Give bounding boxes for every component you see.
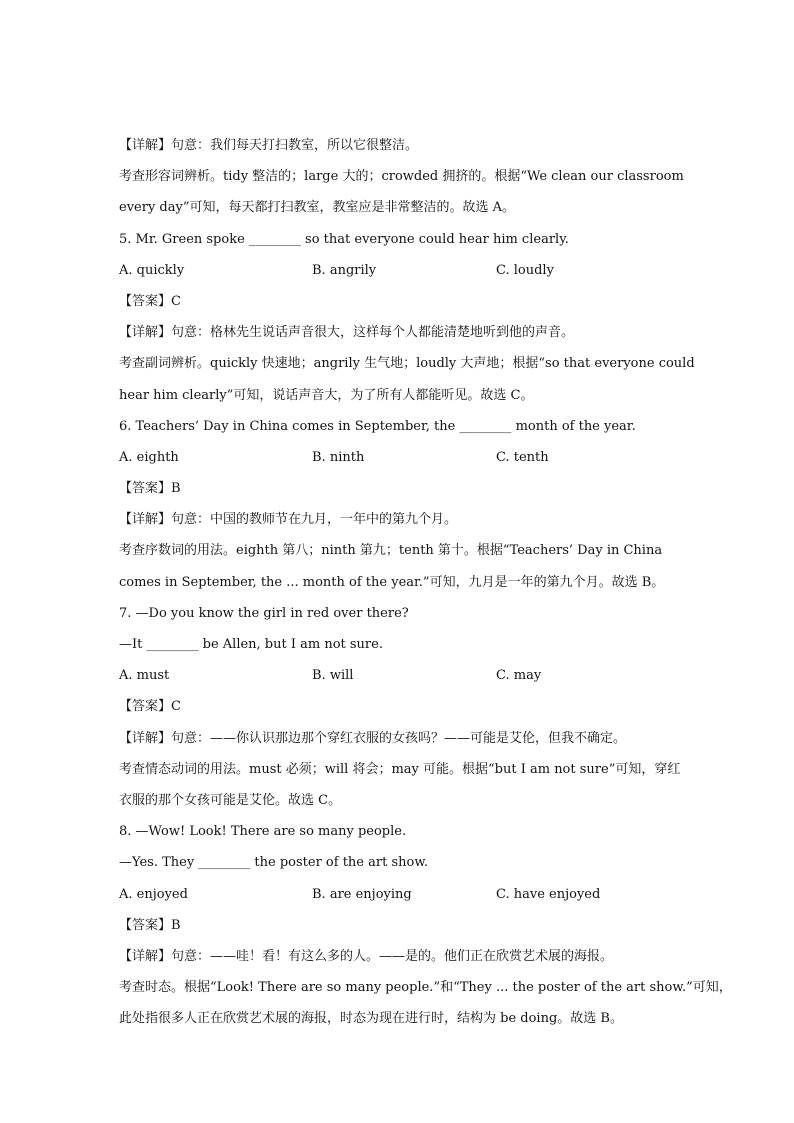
question-5: 5. Mr. Green spoke ________ so that everyone could hear him clearly. xyxy=(119,231,569,247)
question-7: 7. —Do you know the girl in red over there? xyxy=(119,605,409,621)
answer-line: 【答案】C xyxy=(119,293,181,309)
option-b: B. will xyxy=(312,668,354,684)
option-a: A. must xyxy=(119,668,170,684)
analysis-line: every day”可知，每天都打扫教室，教室应是非常整洁的。故选 A。 xyxy=(119,200,516,216)
option-c: C. loudly xyxy=(496,262,554,278)
question-7-dialogue: —It ________ be Allen, but I am not sure. xyxy=(119,637,383,652)
explanation-line: 【详解】句意：——你认识那边那个穿红衣服的女孩吗？——可能是艾伦，但我不确定。 xyxy=(119,730,627,746)
option-b: B. angrily xyxy=(312,262,377,278)
question-5-options xyxy=(119,255,679,286)
analysis-line: 考查情态动词的用法。must 必须；will 将会；may 可能。根据“but I am not sure”可知，穿红 xyxy=(119,761,681,777)
explanation-line: 【详解】句意：我们每天打扫教室，所以它很整洁。 xyxy=(119,138,419,153)
analysis-line: 考查时态。根据“Look! There are so many people.”和“They ... the poster of the art show.”可知， xyxy=(119,980,732,996)
analysis-line: 此处指很多人正在欣赏艺术展的海报，时态为现在进行时，结构为 be doing。故选 B。 xyxy=(119,1011,623,1027)
option-a: A. quickly xyxy=(119,262,185,278)
analysis-line: hear him clearly”可知，说话声音大，为了所有人都能听见。故选 C。 xyxy=(119,387,534,403)
question-6-options xyxy=(119,442,679,473)
question-8: 8. —Wow! Look! There are so many people. xyxy=(119,824,407,840)
option-c: C. tenth xyxy=(496,449,549,465)
option-c: C. may xyxy=(496,668,542,684)
explanation-line: 【详解】句意：中国的教师节在九月，一年中的第九个月。 xyxy=(119,512,458,528)
question-6: 6. Teachers’ Day in China comes in September, the ________ month of the year. xyxy=(119,418,636,434)
option-a: A. enjoyed xyxy=(119,886,188,902)
analysis-line: 考查形容词辨析。tidy 整洁的；large 大的；crowded 拥挤的。根据“We clean our classroom xyxy=(119,169,684,185)
analysis-line: comes in September, the ... month of the year.”可知，九月是一年的第九个月。故选 B。 xyxy=(119,574,665,590)
option-c: C. have enjoyed xyxy=(496,886,601,902)
answer-line: 【答案】C xyxy=(119,699,181,715)
analysis-line: 衣服的那个女孩可能是艾伦。故选 C。 xyxy=(119,792,342,808)
option-b: B. are enjoying xyxy=(312,886,412,902)
question-7-options xyxy=(119,660,679,691)
explanation-line: 【详解】句意：——哇！看！有这么多的人。——是的。他们正在欣赏艺术展的海报。 xyxy=(119,948,614,964)
question-8-options xyxy=(119,879,679,910)
analysis-line: 考查副词辨析。quickly 快速地；angrily 生气地；loudly 大声地；根据“so that everyone could xyxy=(119,356,695,372)
explanation-line: 【详解】句意：格林先生说话声音很大，这样每个人都能清楚地听到他的声音。 xyxy=(119,325,575,341)
document-page xyxy=(119,130,732,1034)
answer-line: 【答案】B xyxy=(119,481,181,497)
question-8-dialogue: —Yes. They ________ the poster of the art show. xyxy=(119,855,429,871)
analysis-line: 考查序数词的用法。eighth 第八；ninth 第九；tenth 第十。根据“Teachers’ Day in China xyxy=(119,543,663,559)
option-a: A. eighth xyxy=(119,449,179,465)
option-b: B. ninth xyxy=(312,449,365,465)
answer-line: 【答案】B xyxy=(119,917,181,933)
